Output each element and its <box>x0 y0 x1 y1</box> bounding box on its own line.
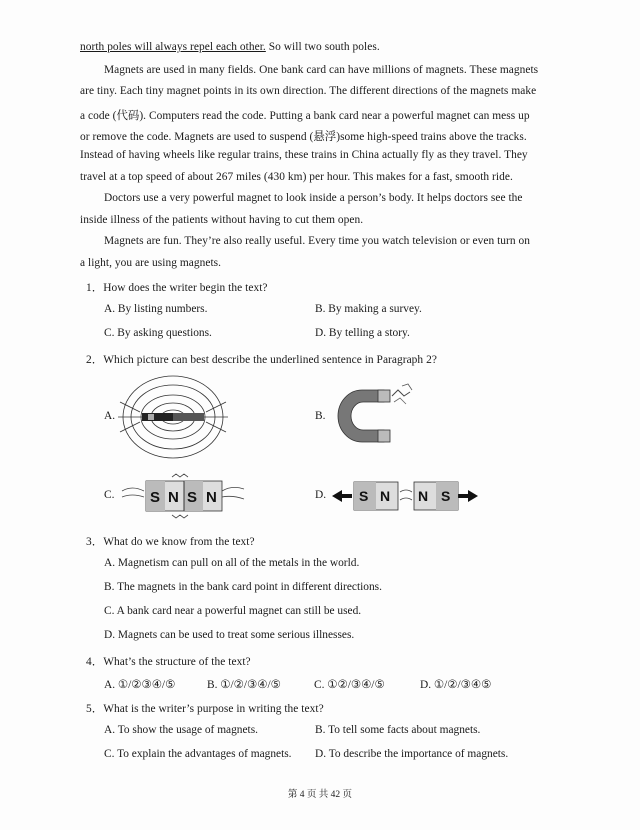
paragraph-4-line: Doctors use a very powerful magnet to look inside a person’s body. It helps doctors see the <box>104 192 523 204</box>
q2-option-d[interactable]: D. <box>315 489 327 501</box>
q5-option-c[interactable]: C. To explain the advantages of magnets. <box>104 748 292 760</box>
question-text: What is the writer’s purpose in writing the text? <box>103 703 324 715</box>
q2-option-a[interactable]: A. <box>104 410 116 422</box>
question-text: What’s the structure of the text? <box>103 656 251 668</box>
magnet-label: N <box>418 488 429 504</box>
q3-option-b[interactable]: B. The magnets in the bank card point in different directions. <box>104 581 382 593</box>
question-number: 5． <box>86 703 104 715</box>
q1-option-a[interactable]: A. By listing numbers. <box>104 303 208 315</box>
q1-option-c[interactable]: C. By asking questions. <box>104 327 212 339</box>
question-number: 3． <box>86 536 104 548</box>
q3-option-a[interactable]: A. Magnetism can pull on all of the metals in the world. <box>104 557 360 569</box>
page-footer: 第 4 页 共 42 页 <box>287 790 353 800</box>
question-1 <box>86 279 268 295</box>
magnet-label: S <box>187 489 198 506</box>
paragraph-3-line: travel at a top speed of about 267 miles (430 km) per hour. This makes for a fast, smooth ride. <box>80 171 513 183</box>
q4-option-a[interactable]: A. ①/②③④/⑤ <box>104 679 176 691</box>
magnet-label: N <box>380 488 391 504</box>
magnet-label: S <box>150 489 161 506</box>
paragraph-2-rest: So will two south poles. <box>265 41 380 53</box>
question-text: How does the writer begin the text? <box>103 282 268 294</box>
bar-magnet-field-lines-icon <box>118 372 228 462</box>
q2-option-c[interactable]: C. <box>104 489 115 501</box>
underlined-sentence: north poles will always repel each other. <box>80 41 266 53</box>
q5-option-a[interactable]: A. To show the usage of magnets. <box>104 724 259 736</box>
magnet-label: N <box>206 489 217 506</box>
magnet-label: S <box>441 488 451 504</box>
q1-option-d[interactable]: D. By telling a story. <box>315 327 410 339</box>
paragraph-3-line: Instead of having wheels like regular trains, these trains in China actually fly as they travel. They <box>80 149 528 161</box>
q4-option-b[interactable]: B. ①/②/③④/⑤ <box>207 679 281 691</box>
question-3 <box>86 533 255 549</box>
q3-option-d[interactable]: D. Magnets can be used to treat some serious illnesses. <box>104 629 355 641</box>
q1-option-b[interactable]: B. By making a survey. <box>315 303 422 315</box>
q5-option-d[interactable]: D. To describe the importance of magnets. <box>315 748 509 760</box>
horseshoe-magnet-icon <box>332 382 422 450</box>
question-4 <box>86 653 251 669</box>
paragraph-3-line: are tiny. Each tiny magnet points in its own direction. The different directions of the magnets make <box>80 85 537 97</box>
paragraph-2-tail <box>80 41 380 53</box>
q2-option-b[interactable]: B. <box>315 410 326 422</box>
question-number: 2． <box>86 354 104 366</box>
paragraph-3-line: or remove the code. Magnets are used to suspend (悬浮)some high-speed trains above the tracks. <box>80 131 527 143</box>
magnet-label: N <box>168 489 179 506</box>
paragraph-3-line: Magnets are used in many fields. One bank card can have millions of magnets. These magnets <box>104 64 539 76</box>
question-5 <box>86 700 324 716</box>
question-text: Which picture can best describe the underlined sentence in Paragraph 2? <box>103 354 437 366</box>
question-number: 4． <box>86 656 104 668</box>
q3-option-c[interactable]: C. A bank card near a powerful magnet can still be used. <box>104 605 362 617</box>
two-bar-magnets-attract-icon <box>118 467 248 525</box>
paragraph-3-line: a code (代码). Computers read the code. Putting a bank card near a powerful magnet can mess up <box>80 110 530 122</box>
question-text: What do we know from the text? <box>103 536 255 548</box>
question-2 <box>86 351 437 367</box>
two-bar-magnets-repel-icon <box>330 478 480 514</box>
paragraph-4-line: inside illness of the patients without having to cut them open. <box>80 214 364 226</box>
magnet-label: S <box>359 488 369 504</box>
question-number: 1． <box>86 282 104 294</box>
q4-option-c[interactable]: C. ①②/③④/⑤ <box>314 679 385 691</box>
paragraph-5-line: a light, you are using magnets. <box>80 257 222 269</box>
paragraph-5-line: Magnets are fun. They’re also really useful. Every time you watch television or even turn on <box>104 235 531 247</box>
q5-option-b[interactable]: B. To tell some facts about magnets. <box>315 724 481 736</box>
q4-option-d[interactable]: D. ①/②/③④⑤ <box>420 679 492 691</box>
